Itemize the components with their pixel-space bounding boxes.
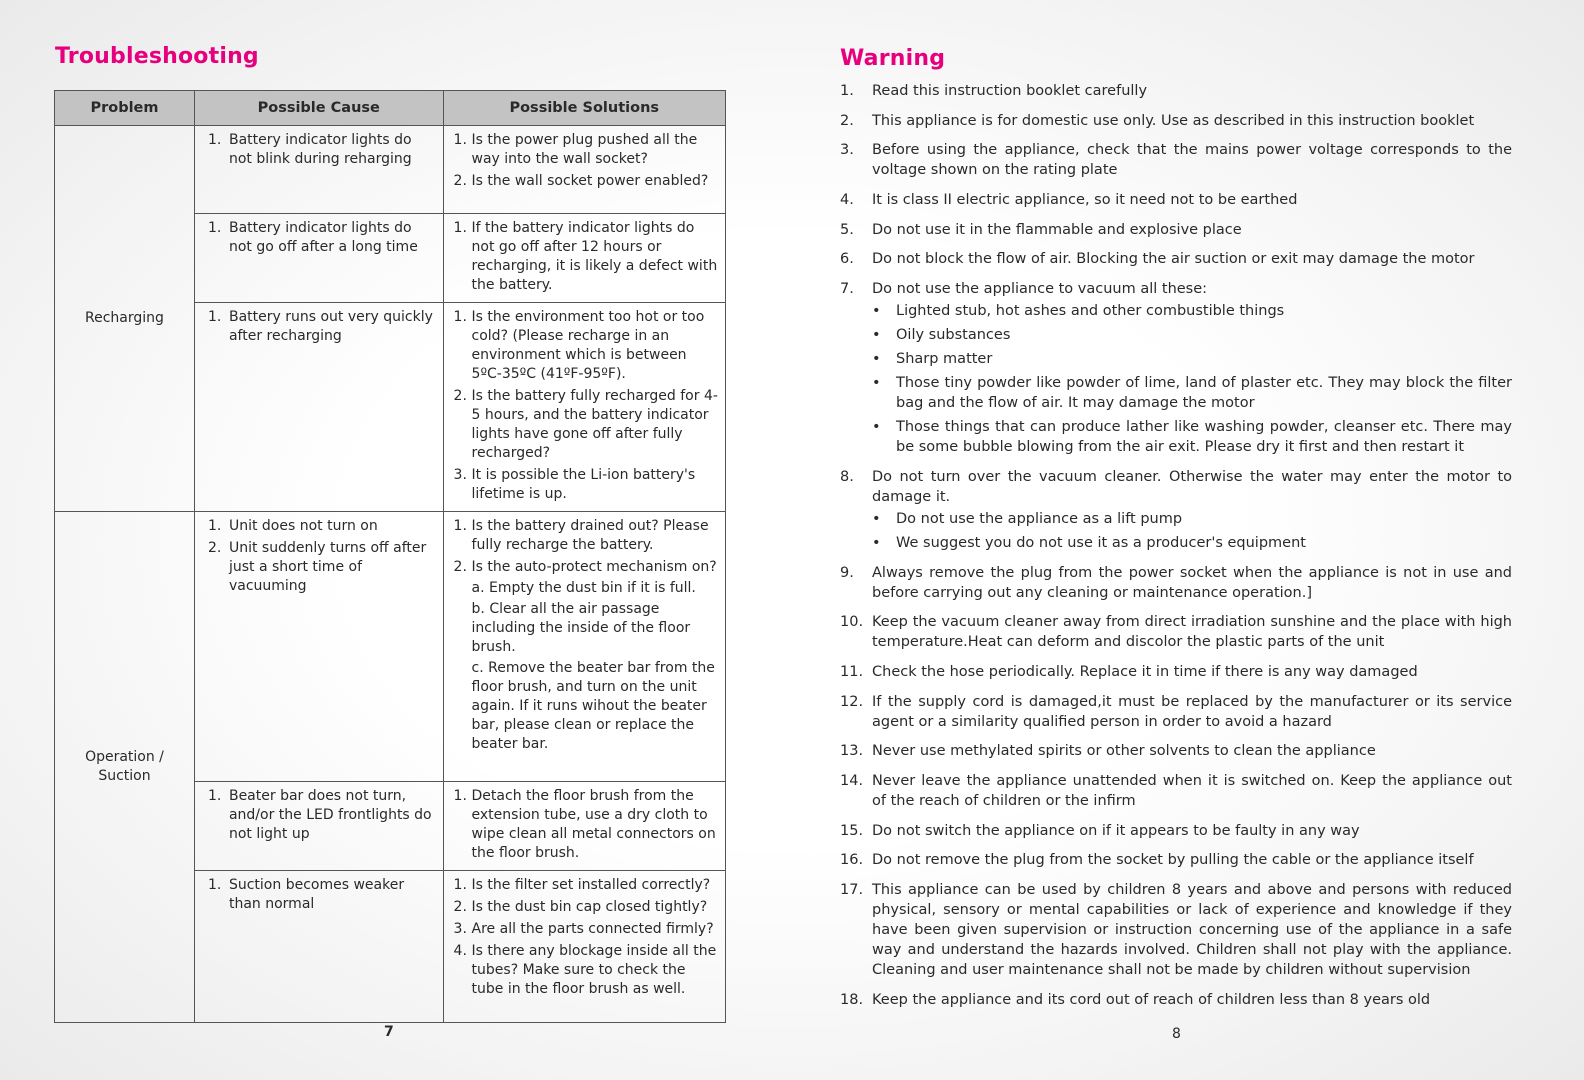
solution-text: If the battery indicator lights do not go off after 12 hours or recharging, it is likely a defect with the battery.: [471, 220, 718, 293]
warning-item: [840, 190, 1512, 210]
solution-item: [472, 558, 719, 754]
page-title: Troubleshooting: [55, 44, 259, 69]
solution-item: [472, 219, 719, 295]
warning-item: [840, 692, 1512, 732]
warning-text: Do not switch the appliance on if it appears to be faulty in any way: [872, 822, 1360, 839]
table-row: [55, 126, 726, 214]
warning-text: Never use methylated spirits or other solvents to clean the appliance: [872, 743, 1376, 760]
warning-text: Do not block the flow of air. Blocking the air suction or exit may damage the motor: [872, 251, 1475, 268]
solution-cell: [443, 303, 725, 512]
cause-cell: [194, 782, 443, 871]
warning-bullets: [872, 301, 1512, 457]
troubleshooting-table: [54, 90, 726, 1023]
solution-item: [472, 131, 719, 169]
warning-bullet: • Lighted stub, hot ashes and other combustible things: [872, 301, 1512, 321]
solution-text: Are all the parts connected firmly?: [471, 921, 714, 937]
cause-cell: [194, 303, 443, 512]
solution-text: Is there any blockage inside all the tubes? Make sure to check the tube in the floor brush as well.: [471, 943, 717, 997]
solution-cell: [443, 126, 725, 214]
warning-text: It is class II electric appliance, so it need not to be earthed: [872, 192, 1298, 209]
warning-text: Do not remove the plug from the socket by pulling the cable or the appliance itself: [872, 852, 1474, 869]
warning-bullet: • Those tiny powder like powder of lime, land of plaster etc. They may block the filter bag and the flow of air. It may damage the motor: [872, 373, 1512, 413]
warning-item: [840, 741, 1512, 761]
solution-item: [472, 466, 719, 504]
header-problem: Problem: [55, 91, 195, 126]
warning-item: [840, 563, 1512, 603]
solution-cell: [443, 782, 725, 871]
cause-item: Beater bar does not turn, and/or the LED frontlights do not light up: [228, 788, 432, 842]
problem-cell: Operation / Suction: [55, 512, 195, 1023]
warning-text: Always remove the plug from the power socket when the appliance is not in use and before carrying out any cleaning or maintenance operation.]: [872, 564, 1512, 601]
warning-bullet: • Oily substances: [872, 325, 1512, 345]
solution-text: Is the auto-protect mechanism on?: [471, 559, 717, 575]
warning-text: Do not use the appliance to vacuum all these:: [872, 281, 1208, 298]
solution-item: [472, 898, 719, 917]
warning-bullet: • Those things that can produce lather like washing powder, cleanser etc. There may be some bubble blowing from the air exit. Please dry it first and then restart it: [872, 417, 1512, 457]
page-title: Warning: [840, 46, 946, 71]
solution-text: It is possible the Li-ion battery's lifetime is up.: [471, 467, 696, 502]
warning-item: [840, 850, 1512, 870]
cause-item: Battery indicator lights do not go off after a long time: [228, 220, 418, 255]
warning-bullets: [872, 509, 1512, 553]
solution-text: Is the filter set installed correctly?: [471, 877, 711, 893]
page-number: 8: [1172, 1026, 1181, 1042]
warning-item: [840, 662, 1512, 682]
solution-text: Is the environment too hot or too cold? (Please recharge in an environment which is between 5ºC-35ºC (41ºF-95ºF).: [471, 309, 705, 382]
cause-cell: [194, 214, 443, 303]
cause-cell: [194, 126, 443, 214]
warning-text: This appliance is for domestic use only. Use as described in this instruction booklet: [872, 112, 1475, 129]
solution-cell: [443, 871, 725, 1023]
solution-text: Is the battery fully recharged for 4-5 hours, and the battery indicator lights have gone off after fully recharged?: [471, 388, 718, 461]
solution-item: [472, 517, 719, 555]
warning-item: [840, 880, 1512, 980]
left-page: [0, 0, 780, 1080]
warning-item: [840, 140, 1512, 180]
warning-text: Before using the appliance, check that the mains power voltage corresponds to the voltage shown on the rating plate: [872, 142, 1512, 179]
solution-subitem: a. Empty the dust bin if it is full.: [471, 580, 696, 596]
warning-item: [840, 612, 1512, 652]
warning-item: [840, 771, 1512, 811]
solution-subitem: c. Remove the beater bar from the floor brush, and turn on the unit again. If it runs wihout the beater bar, please clean or replace the beater bar.: [471, 660, 715, 752]
solution-text: Is the dust bin cap closed tightly?: [471, 899, 708, 915]
warning-bullet: • We suggest you do not use it as a producer's equipment: [872, 533, 1512, 553]
warning-text: If the supply cord is damaged,it must be replaced by the manufacturer or its service agent or a similarity qualified person in order to avoid a hazard: [872, 693, 1512, 730]
warning-text: This appliance can be used by children 8 years and above and persons with reduced physical, sensory or mental capabilities or lack of experience and knowledge if they have been given supervision or instruction concerning use of the appliance in a safe way and understand the hazards involved. Children shall not play with the appliance. Cleaning and user maintenance shall not be made by children without supervision: [872, 882, 1512, 978]
table-header-row: [55, 91, 726, 126]
warning-bullet: • Sharp matter: [872, 349, 1512, 369]
warning-text: Keep the appliance and its cord out of reach of children less than 8 years old: [872, 991, 1431, 1008]
warning-item: [840, 220, 1512, 240]
header-possible-solutions: Possible Solutions: [443, 91, 725, 126]
header-possible-cause: Possible Cause: [194, 91, 443, 126]
solution-item: [472, 308, 719, 384]
cause-cell: [194, 512, 443, 782]
cause-item: Battery runs out very quickly after recharging: [228, 309, 433, 344]
cause-item: Unit suddenly turns off after just a short time of vacuuming: [228, 540, 427, 594]
solution-subitem: b. Clear all the air passage including the inside of the floor brush.: [471, 601, 691, 655]
warning-text: Do not turn over the vacuum cleaner. Otherwise the water may enter the motor to damage it.: [872, 468, 1512, 505]
solution-text: Is the battery drained out? Please fully recharge the battery.: [471, 518, 709, 553]
solution-cell: [443, 214, 725, 303]
cause-item: Battery indicator lights do not blink during reharging: [228, 132, 412, 167]
solution-item: [472, 172, 719, 191]
warning-item: [840, 81, 1512, 101]
warning-text: Never leave the appliance unattended when it is switched on. Keep the appliance out of the reach of children or the infirm: [872, 772, 1512, 809]
table-row: [55, 512, 726, 782]
solution-cell: [443, 512, 725, 782]
solution-text: Is the power plug pushed all the way into the wall socket?: [471, 132, 698, 167]
warning-item: [840, 821, 1512, 841]
cause-cell: [194, 871, 443, 1023]
warning-bullet: • Do not use the appliance as a lift pump: [872, 509, 1512, 529]
solution-item: [472, 787, 719, 863]
warning-item: [840, 111, 1512, 131]
problem-cell: Recharging: [55, 126, 195, 512]
warning-item: [840, 990, 1512, 1010]
solution-subitems: [472, 579, 719, 754]
warning-text: Check the hose periodically. Replace it in time if there is any way damaged: [872, 663, 1418, 680]
warning-list: [840, 81, 1512, 1019]
page-number: 7: [384, 1024, 394, 1040]
right-page: [800, 0, 1584, 1080]
warning-text: Keep the vacuum cleaner away from direct irradiation sunshine and the place with high temperature.Heat can deform and discolor the plastic parts of the unit: [872, 614, 1512, 651]
solution-item: [472, 876, 719, 895]
solution-item: [472, 942, 719, 999]
warning-item: [840, 249, 1512, 269]
warning-item: [840, 467, 1512, 553]
solution-text: Is the wall socket power enabled?: [471, 173, 709, 189]
solution-text: Detach the floor brush from the extension tube, use a dry cloth to wipe clean all metal connectors on the floor brush.: [471, 788, 716, 861]
warning-text: Do not use it in the flammable and explosive place: [872, 221, 1242, 238]
cause-item: Unit does not turn on: [228, 518, 378, 534]
solution-item: [472, 387, 719, 463]
warning-item: [840, 279, 1512, 457]
solution-item: [472, 920, 719, 939]
warning-text: Read this instruction booklet carefully: [872, 83, 1148, 99]
cause-item: Suction becomes weaker than normal: [228, 877, 405, 912]
